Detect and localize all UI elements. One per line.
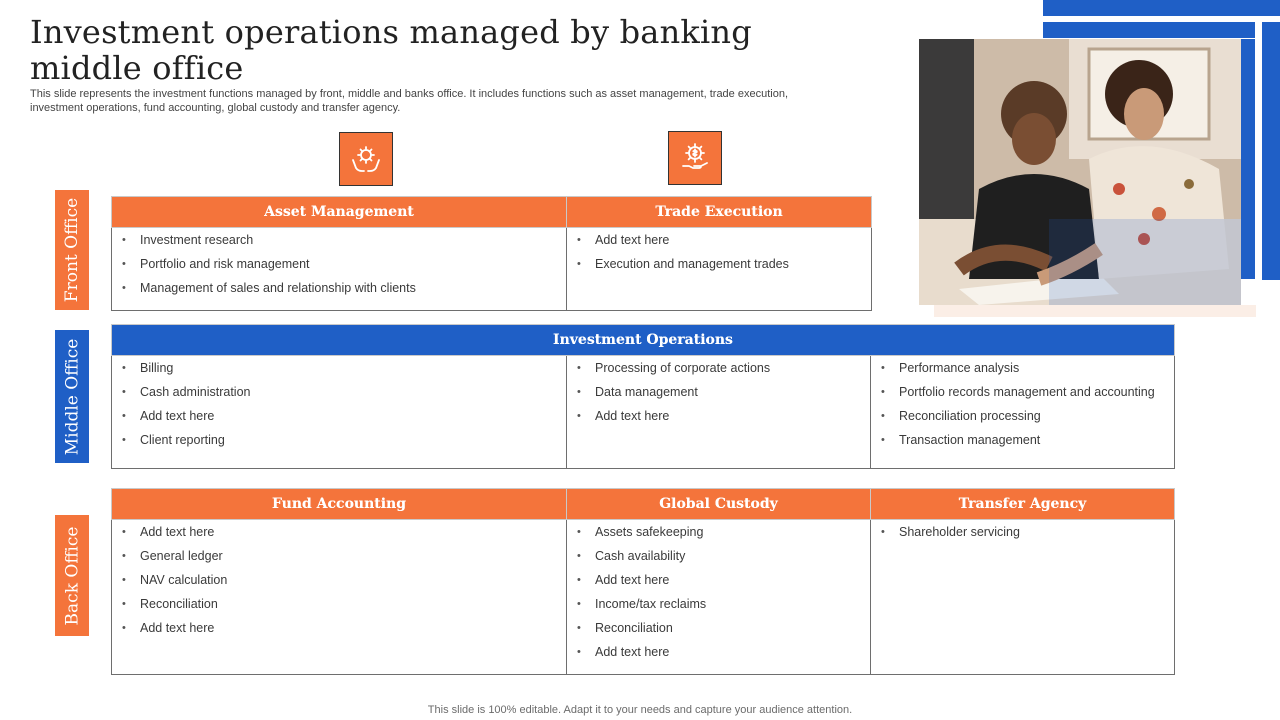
back-office-label — [55, 515, 89, 636]
list-item: • Add text here — [577, 232, 861, 248]
fund-accounting-header: Fund Accounting — [112, 489, 567, 520]
middle-office-cell-1 — [112, 356, 567, 469]
page-title: Investment operations managed by banking middle office — [30, 13, 752, 87]
back-office-table — [111, 488, 1175, 675]
decorative-bar-vertical — [1241, 39, 1255, 279]
gear-dollar-hand-icon — [668, 131, 722, 185]
list-item: • Income/tax reclaims — [577, 596, 860, 612]
transfer-agency-header: Transfer Agency — [871, 489, 1175, 520]
asset-management-header: Asset Management — [112, 197, 567, 228]
list-item: • Investment research — [122, 232, 556, 248]
back-office-label-text: Back Office — [62, 526, 83, 625]
list-item: • Add text here — [577, 644, 860, 660]
team-photo — [919, 39, 1241, 305]
list-item: • Cash administration — [122, 384, 556, 400]
trade-execution-cell — [567, 228, 872, 311]
decorative-bar-mid — [1043, 22, 1255, 38]
investment-operations-header: Investment Operations — [112, 325, 1175, 356]
decorative-bar-right — [1262, 22, 1280, 280]
list-item: • Transaction management — [881, 432, 1164, 448]
list-item: • Performance analysis — [881, 360, 1164, 376]
decorative-bar-top — [1043, 0, 1280, 16]
list-item: • Add text here — [122, 524, 556, 540]
photo-shadow — [934, 305, 1256, 317]
page-subtitle: This slide represents the investment functions managed by front, middle and banks office. It includes functions such as asset management, trade execution, investment operations, fund accounting, global custody and transfer agency. — [30, 88, 788, 114]
list-item: • Portfolio records management and accounting — [881, 384, 1164, 400]
list-item: • Reconciliation processing — [881, 408, 1164, 424]
fund-accounting-cell — [112, 520, 567, 675]
global-custody-cell — [567, 520, 871, 675]
hands-gear-heart-icon — [339, 132, 393, 186]
footer-note: This slide is 100% editable. Adapt it to your needs and capture your audience attention. — [427, 704, 853, 716]
global-custody-header: Global Custody — [567, 489, 871, 520]
list-item: • Cash availability — [577, 548, 860, 564]
middle-office-label-text: Middle Office — [62, 338, 83, 455]
list-item: • Execution and management trades — [577, 256, 861, 272]
list-item: • Data management — [577, 384, 860, 400]
list-item: • Management of sales and relationship with clients — [122, 280, 556, 296]
front-office-label-text: Front Office — [62, 197, 82, 303]
list-item: • General ledger — [122, 548, 556, 564]
transfer-agency-cell — [871, 520, 1175, 675]
list-item: • NAV calculation — [122, 572, 556, 588]
list-item: • Billing — [122, 360, 556, 376]
middle-office-cell-3 — [871, 356, 1175, 469]
asset-management-cell — [112, 228, 567, 311]
list-item: • Assets safekeeping — [577, 524, 860, 540]
list-item: • Add text here — [122, 408, 556, 424]
list-item: • Shareholder servicing — [881, 524, 1164, 540]
list-item: • Reconciliation — [122, 596, 556, 612]
front-office-label — [55, 190, 89, 310]
list-item: • Processing of corporate actions — [577, 360, 860, 376]
list-item: • Add text here — [122, 620, 556, 636]
middle-office-table — [111, 324, 1175, 469]
front-office-table — [111, 196, 872, 311]
list-item: • Client reporting — [122, 432, 556, 448]
middle-office-label — [55, 330, 89, 463]
list-item: • Add text here — [577, 572, 860, 588]
middle-office-cell-2 — [567, 356, 871, 469]
list-item: • Add text here — [577, 408, 860, 424]
list-item: • Portfolio and risk management — [122, 256, 556, 272]
list-item: • Reconciliation — [577, 620, 860, 636]
trade-execution-header: Trade Execution — [567, 197, 872, 228]
